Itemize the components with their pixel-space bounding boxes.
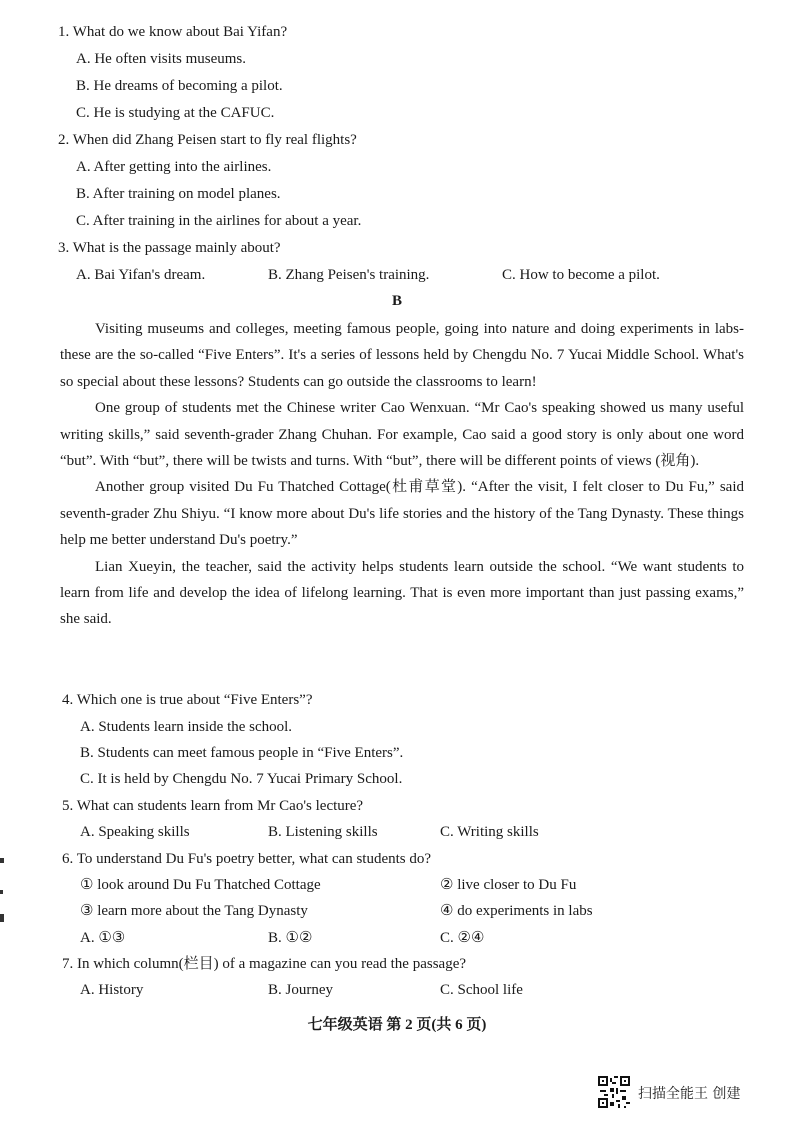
question-2-stem: 2. When did Zhang Peisen start to fly real flights?: [58, 132, 357, 148]
question-5-stem: 5. What can students learn from Mr Cao's lecture?: [62, 798, 364, 814]
question-4-option-b: B. Students can meet famous people in “Five Enters”.: [80, 745, 404, 761]
page-footer: 七年级英语 第 2 页(共 6 页): [307, 1017, 487, 1033]
passage-paragraph-3: Another group visited Du Fu Thatched Cottage(杜甫草堂). “After the visit, I felt closer to Du Fu,” said seventh-grader Zhu Shiyu. “I know more about Du's life stories and the history of the Tang Dynasty. These things help me better understand Du's poetry.”: [60, 479, 744, 549]
question-6-item-4: ④ do experiments in labs: [440, 903, 593, 919]
question-6-item-1: ① look around Du Fu Thatched Cottage: [80, 877, 321, 893]
scan-edge-mark: [0, 858, 4, 863]
question-6-item-3: ③ learn more about the Tang Dynasty: [80, 903, 308, 919]
passage-paragraph-4: Lian Xueyin, the teacher, said the activity helps students learn outside the school. “We want students to learn from life and develop the idea of lifelong learning. That is even more important than just passing exams,” she said.: [60, 558, 744, 628]
question-1-option-c: C. He is studying at the CAFUC.: [76, 105, 275, 121]
question-4-option-c: C. It is held by Chengdu No. 7 Yucai Primary School.: [80, 771, 403, 787]
question-5-option-b: B. Listening skills: [268, 824, 378, 840]
question-3-option-a: A. Bai Yifan's dream.: [76, 267, 206, 283]
question-1-option-b: B. He dreams of becoming a pilot.: [76, 78, 283, 94]
passage-paragraph-2: One group of students met the Chinese writer Cao Wenxuan. “Mr Cao's speaking showed us many useful writing skills,” said seventh-grader Zhang Chuhan. For example, Cao said a good story is only about one word “but”. With “but”, there will be twists and turns. With “but”, there will be different points of views (视角).: [60, 400, 744, 470]
question-2-option-c: C. After training in the airlines for about a year.: [76, 213, 362, 229]
question-2-option-b: B. After training on model planes.: [76, 186, 281, 202]
question-7-option-b: B. Journey: [268, 982, 333, 998]
question-6-option-c: C. ②④: [440, 930, 485, 946]
question-3-option-c: C. How to become a pilot.: [502, 267, 660, 283]
question-3-stem: 3. What is the passage mainly about?: [58, 240, 281, 256]
question-6-option-b: B. ①②: [268, 930, 313, 946]
question-2-option-a: A. After getting into the airlines.: [76, 159, 272, 175]
section-b-title: B: [391, 293, 402, 309]
question-3-option-b: B. Zhang Peisen's training.: [268, 267, 430, 283]
question-5-option-a: A. Speaking skills: [80, 824, 190, 840]
scan-edge-mark: [0, 914, 4, 922]
passage-paragraph-1: Visiting museums and colleges, meeting famous people, going into nature and doing experiments in labs-these are the so-called “Five Enters”. It's a series of lessons held by Chengdu No. 7 Yucai Middle School. What's so special about these lessons? Students can go outside the classrooms to learn!: [60, 321, 744, 390]
question-7-option-a: A. History: [80, 982, 144, 998]
question-1-stem: 1. What do we know about Bai Yifan?: [58, 24, 288, 40]
question-7-stem: 7. In which column(栏目) of a magazine can you read the passage?: [62, 956, 467, 972]
question-5-option-c: C. Writing skills: [440, 824, 539, 840]
scanner-watermark: 扫描全能王 创建: [638, 1086, 741, 1102]
scan-edge-mark: [0, 890, 3, 894]
question-6-option-a: A. ①③: [80, 930, 126, 946]
question-7-option-c: C. School life: [440, 982, 523, 998]
question-6-stem: 6. To understand Du Fu's poetry better, what can students do?: [62, 851, 432, 867]
question-4-stem: 4. Which one is true about “Five Enters”?: [62, 692, 313, 708]
question-1-option-a: A. He often visits museums.: [76, 51, 246, 67]
qr-code-icon: [598, 1076, 630, 1108]
question-4-option-a: A. Students learn inside the school.: [80, 719, 293, 735]
passage: [60, 316, 744, 633]
question-6-item-2: ② live closer to Du Fu: [440, 877, 577, 893]
